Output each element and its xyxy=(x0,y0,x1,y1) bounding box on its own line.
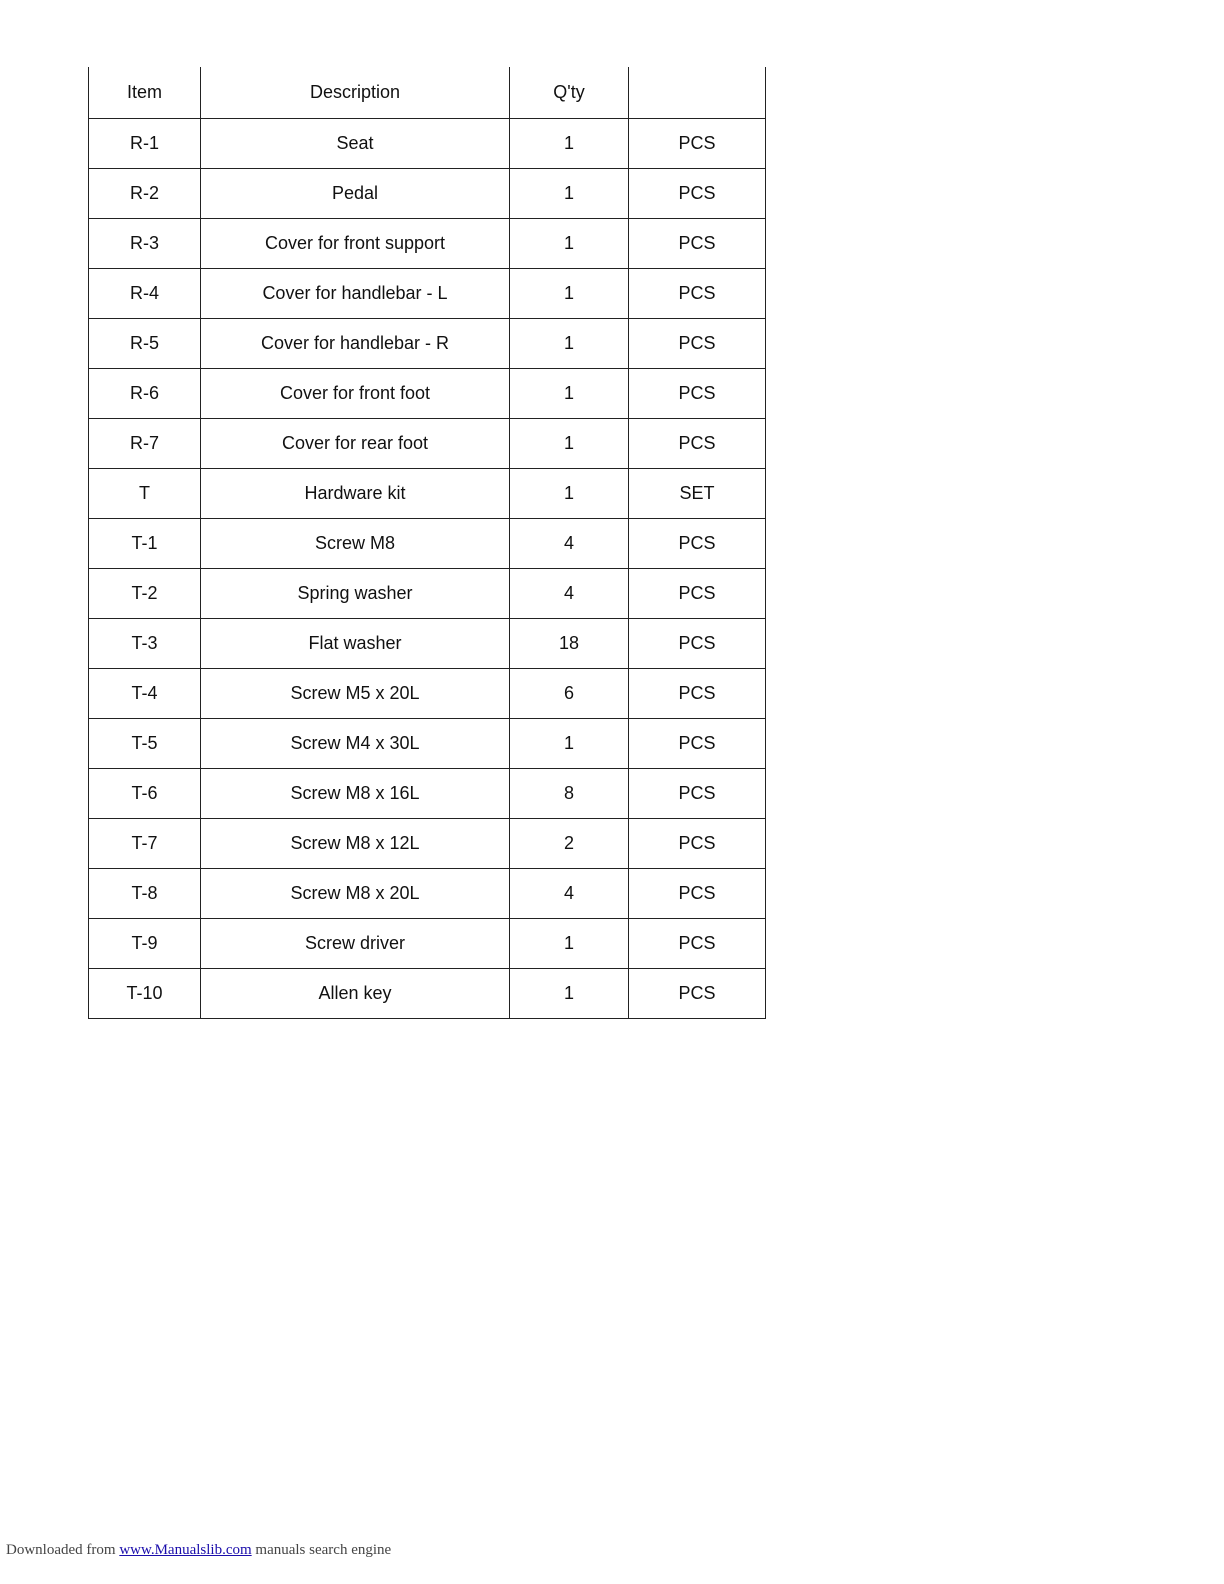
cell-item: R-3 xyxy=(89,218,201,268)
table-row xyxy=(89,918,766,968)
table-row xyxy=(89,568,766,618)
table-header-row xyxy=(89,67,766,118)
cell-qty: 2 xyxy=(510,818,629,868)
cell-qty: 1 xyxy=(510,918,629,968)
cell-qty: 1 xyxy=(510,718,629,768)
cell-description: Cover for handlebar - L xyxy=(201,268,510,318)
cell-unit: PCS xyxy=(629,918,766,968)
footer-suffix: manuals search engine xyxy=(255,1542,392,1558)
cell-item: T-9 xyxy=(89,918,201,968)
cell-item: R-5 xyxy=(89,318,201,368)
cell-item: R-4 xyxy=(89,268,201,318)
cell-unit: PCS xyxy=(629,618,766,668)
cell-unit: PCS xyxy=(629,168,766,218)
table-row xyxy=(89,318,766,368)
cell-qty: 4 xyxy=(510,868,629,918)
cell-item: T-5 xyxy=(89,718,201,768)
cell-unit: SET xyxy=(629,468,766,518)
cell-qty: 1 xyxy=(510,218,629,268)
table-row xyxy=(89,818,766,868)
cell-qty: 1 xyxy=(510,468,629,518)
cell-unit: PCS xyxy=(629,968,766,1018)
cell-description: Screw M8 x 12L xyxy=(201,818,510,868)
cell-qty: 1 xyxy=(510,318,629,368)
cell-description: Spring washer xyxy=(201,568,510,618)
cell-item: T-6 xyxy=(89,768,201,818)
cell-qty: 1 xyxy=(510,968,629,1018)
cell-description: Screw driver xyxy=(201,918,510,968)
cell-qty: 4 xyxy=(510,518,629,568)
cell-description: Cover for rear foot xyxy=(201,418,510,468)
cell-description: Screw M4 x 30L xyxy=(201,718,510,768)
cell-description: Cover for front foot xyxy=(201,368,510,418)
cell-unit: PCS xyxy=(629,718,766,768)
cell-description: Screw M8 xyxy=(201,518,510,568)
table-row xyxy=(89,468,766,518)
cell-qty: 18 xyxy=(510,618,629,668)
header-description: Description xyxy=(201,67,510,118)
cell-description: Pedal xyxy=(201,168,510,218)
cell-unit: PCS xyxy=(629,568,766,618)
parts-table-body xyxy=(89,67,766,1018)
cell-qty: 8 xyxy=(510,768,629,818)
table-row xyxy=(89,618,766,668)
table-row xyxy=(89,968,766,1018)
cell-qty: 6 xyxy=(510,668,629,718)
header-unit xyxy=(629,67,766,118)
table-row xyxy=(89,418,766,468)
table-row xyxy=(89,768,766,818)
cell-unit: PCS xyxy=(629,218,766,268)
cell-qty: 1 xyxy=(510,118,629,168)
cell-item: T-3 xyxy=(89,618,201,668)
footer-prefix: Downloaded from xyxy=(6,1542,116,1558)
download-footer xyxy=(6,1542,391,1559)
cell-item: T-10 xyxy=(89,968,201,1018)
table-row xyxy=(89,168,766,218)
cell-item: T-8 xyxy=(89,868,201,918)
cell-unit: PCS xyxy=(629,418,766,468)
cell-description: Cover for front support xyxy=(201,218,510,268)
cell-item: T xyxy=(89,468,201,518)
cell-description: Hardware kit xyxy=(201,468,510,518)
cell-unit: PCS xyxy=(629,268,766,318)
cell-unit: PCS xyxy=(629,118,766,168)
cell-description: Cover for handlebar - R xyxy=(201,318,510,368)
table-row xyxy=(89,268,766,318)
cell-qty: 1 xyxy=(510,268,629,318)
cell-description: Seat xyxy=(201,118,510,168)
cell-item: T-4 xyxy=(89,668,201,718)
table-row xyxy=(89,218,766,268)
cell-unit: PCS xyxy=(629,818,766,868)
cell-item: R-6 xyxy=(89,368,201,418)
table-row xyxy=(89,718,766,768)
table-row xyxy=(89,518,766,568)
cell-item: R-7 xyxy=(89,418,201,468)
cell-unit: PCS xyxy=(629,668,766,718)
cell-item: T-7 xyxy=(89,818,201,868)
header-item: Item xyxy=(89,67,201,118)
cell-unit: PCS xyxy=(629,768,766,818)
cell-item: T-1 xyxy=(89,518,201,568)
header-qty: Q'ty xyxy=(510,67,629,118)
cell-unit: PCS xyxy=(629,368,766,418)
cell-qty: 4 xyxy=(510,568,629,618)
cell-qty: 1 xyxy=(510,168,629,218)
cell-unit: PCS xyxy=(629,318,766,368)
cell-qty: 1 xyxy=(510,418,629,468)
cell-unit: PCS xyxy=(629,868,766,918)
cell-qty: 1 xyxy=(510,368,629,418)
cell-item: R-1 xyxy=(89,118,201,168)
cell-item: T-2 xyxy=(89,568,201,618)
cell-description: Screw M5 x 20L xyxy=(201,668,510,718)
table-row xyxy=(89,368,766,418)
cell-item: R-2 xyxy=(89,168,201,218)
cell-description: Flat washer xyxy=(201,618,510,668)
parts-list-table xyxy=(88,67,766,1019)
table-row xyxy=(89,118,766,168)
cell-description: Screw M8 x 16L xyxy=(201,768,510,818)
cell-description: Screw M8 x 20L xyxy=(201,868,510,918)
cell-description: Allen key xyxy=(201,968,510,1018)
manualslib-link[interactable]: www.Manualslib.com xyxy=(119,1542,252,1558)
table-row xyxy=(89,868,766,918)
cell-unit: PCS xyxy=(629,518,766,568)
table-row xyxy=(89,668,766,718)
